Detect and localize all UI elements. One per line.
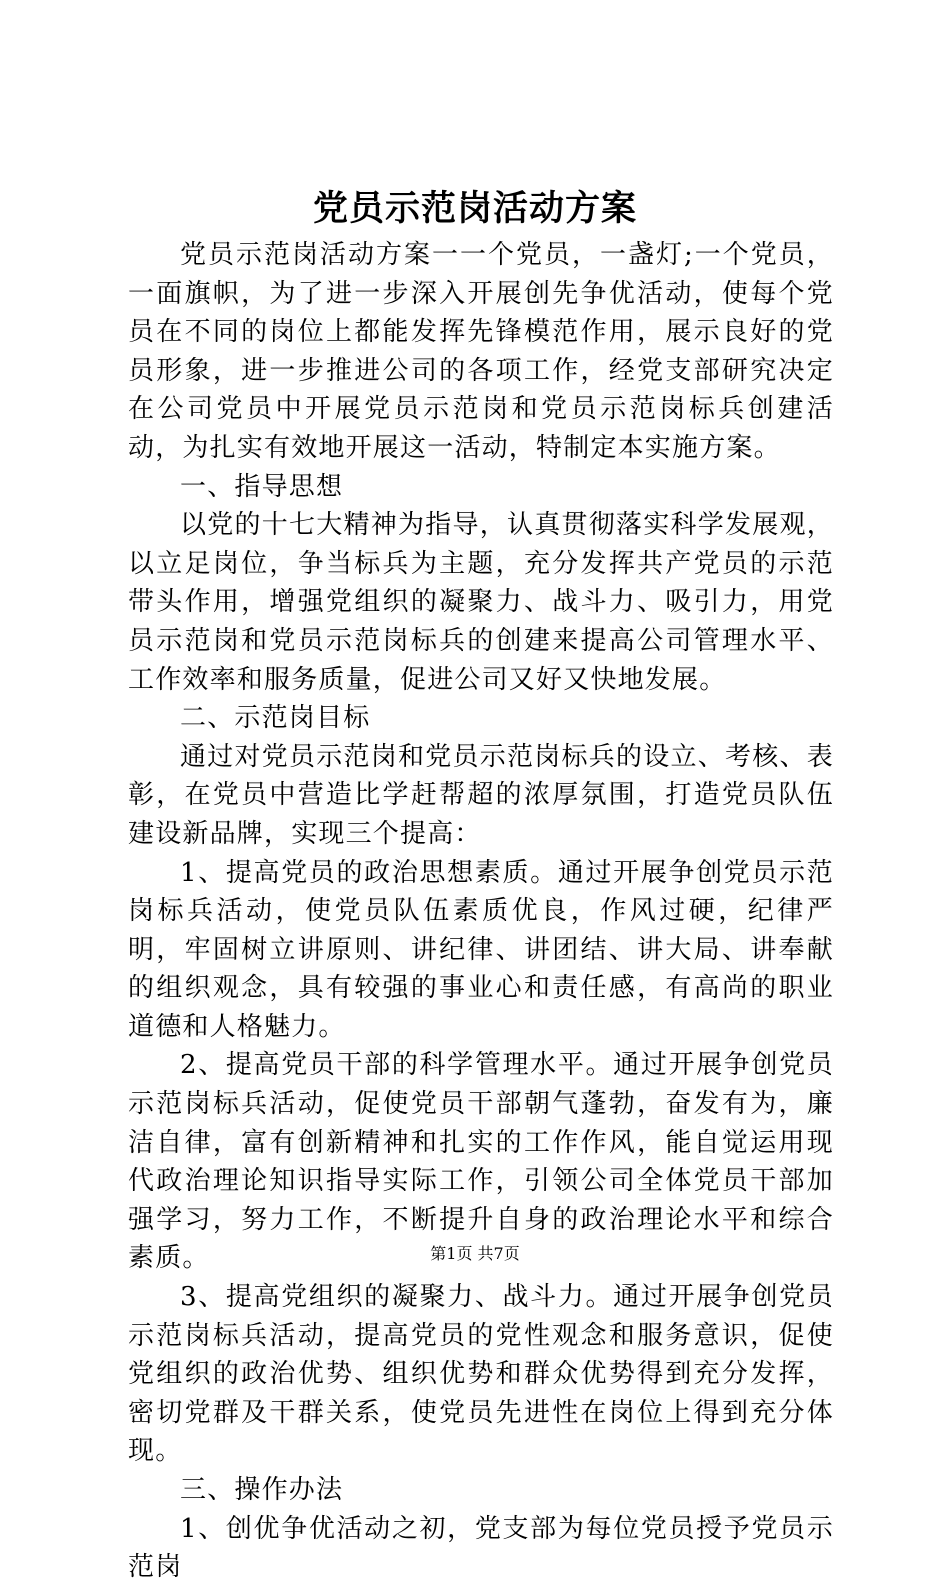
guiding-ideology-paragraph: 以党的十七大精神为指导，认真贯彻落实科学发展观，以立足岗位，争当标兵为主题，充分发挥共产党员的示范带头作用，增强党组织的凝聚力、战斗力、吸引力，用党员示范岗和党员示范岗标兵的创建来提高公司管理水平、工作效率和服务质量，促进公司又好又快地发展。 (128, 510, 834, 695)
document-title: 党员示范岗活动方案 (312, 189, 637, 229)
goals-paragraph: 通过对党员示范岗和党员示范岗标兵的设立、考核、表彰，在党员中营造比学赶帮超的浓厚氛围，打造党员队伍建设新品牌，实现三个提高： (128, 741, 834, 849)
section-heading-methods: 三、操作办法 (180, 1475, 344, 1505)
method-item-1: 1、创优争优活动之初，党支部为每位党员授予党员示范岗 (128, 1513, 834, 1583)
page-number: 第1页 (430, 1244, 473, 1263)
section-heading-guiding-ideology: 一、指导思想 (180, 471, 344, 502)
goal-item-3: 3、提高党组织的凝聚力、战斗力。通过开展争创党员示范岗标兵活动，提高党员的党性观念和服务意识，促使党组织的政治优势、组织优势和群众优势得到充分发挥，密切党群及干群关系，使党员先进性在岗位上得到充分体现。 (128, 1282, 834, 1467)
document-body (128, 236, 834, 1587)
section-heading-goals: 二、示范岗目标 (180, 703, 371, 734)
page-total: 共7页 (477, 1244, 520, 1263)
page-footer (0, 1243, 950, 1265)
goal-item-2: 2、提高党员干部的科学管理水平。通过开展争创党员示范岗标兵活动，促使党员干部朝气蓬勃，奋发有为，廉洁自律，富有创新精神和扎实的工作作风，能自觉运用现代政治理论知识指导实际工作，引领公司全体党员干部加强学习，努力工作，不断提升自身的政治理论水平和综合素质。 (128, 1050, 834, 1274)
intro-paragraph: 党员示范岗活动方案一一个党员，一盏灯;一个党员，一面旗帜，为了进一步深入开展创先争优活动，使每个党员在不同的岗位上都能发挥先锋模范作用，展示良好的党员形象，进一步推进公司的各项工作，经党支部研究决定在公司党员中开展党员示范岗和党员示范岗标兵创建活动，为扎实有效地开展这一活动，特制定本实施方案。 (128, 240, 834, 463)
goal-item-1: 1、提高党员的政治思想素质。通过开展争创党员示范岗标兵活动，使党员队伍素质优良，作风过硬，纪律严明，牢固树立讲原则、讲纪律、讲团结、讲大局、讲奉献的组织观念，具有较强的事业心和责任感，有高尚的职业道德和人格魅力。 (128, 857, 834, 1042)
